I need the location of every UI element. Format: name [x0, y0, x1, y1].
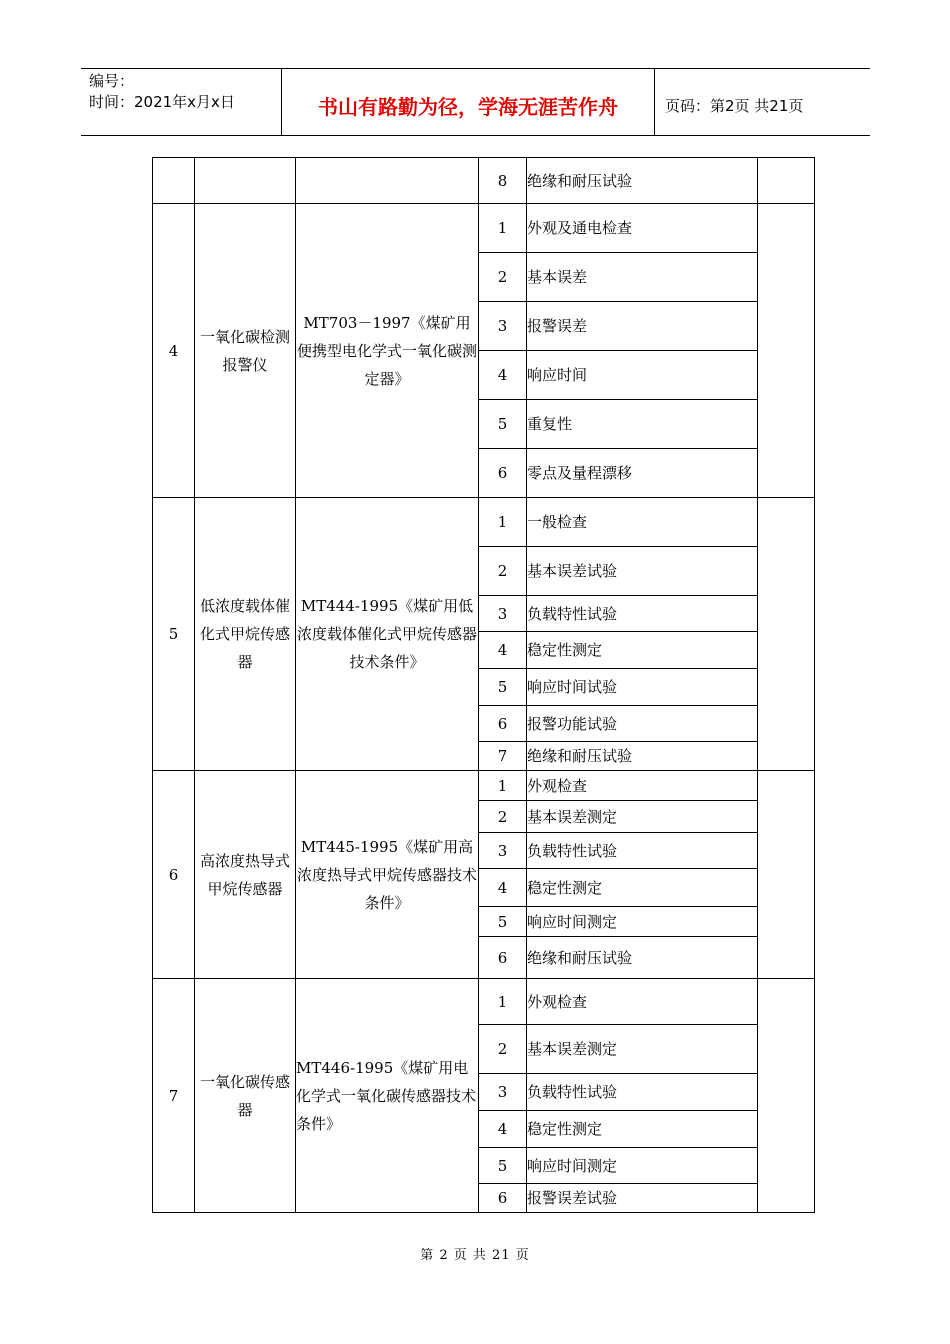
table-cell: [758, 771, 815, 979]
standard-ref: MT446-1995《煤矿用电化学式一氧化碳传感器技术条件》: [296, 979, 479, 1213]
item-name: 响应时间测定: [527, 1148, 758, 1184]
item-sn: 1: [479, 979, 527, 1025]
item-sn: 1: [479, 204, 527, 253]
item-name: 稳定性测定: [527, 632, 758, 669]
item-name: 负载特性试验: [527, 596, 758, 632]
item-name: 稳定性测定: [527, 869, 758, 907]
item-name: 响应时间试验: [527, 669, 758, 706]
item-name: 一般检查: [527, 498, 758, 547]
item-sn: 5: [479, 1148, 527, 1184]
device-name: 低浓度载体催化式甲烷传感器: [195, 498, 296, 771]
item-name: 报警误差: [527, 302, 758, 351]
table-cell: [758, 158, 815, 204]
item-sn: 4: [479, 632, 527, 669]
item-sn: 4: [479, 351, 527, 400]
item-sn: 6: [479, 449, 527, 498]
table-row: [153, 498, 815, 547]
standard-ref: MT444-1995《煤矿用低浓度载体催化式甲烷传感器技术条件》: [296, 498, 479, 771]
item-name: 基本误差: [527, 253, 758, 302]
table-cell: [758, 498, 815, 771]
item-name: 外观检查: [527, 979, 758, 1025]
table-row: [153, 204, 815, 253]
table-row: [153, 158, 815, 204]
item-name: 重复性: [527, 400, 758, 449]
header-meta: [81, 69, 281, 135]
table-cell: [758, 204, 815, 498]
table-cell: [195, 158, 296, 204]
item-sn: 1: [479, 771, 527, 801]
table-cell: [296, 158, 479, 204]
item-name: 报警误差试验: [527, 1184, 758, 1213]
page-header: [81, 68, 870, 136]
inspection-table: [152, 157, 815, 1213]
standard-ref: MT445-1995《煤矿用高浓度热导式甲烷传感器技术条件》: [296, 771, 479, 979]
group-no: 6: [153, 771, 195, 979]
item-name: 报警功能试验: [527, 706, 758, 742]
item-sn: 6: [479, 937, 527, 979]
table-row: [153, 979, 815, 1025]
item-sn: 2: [479, 547, 527, 596]
table-cell: [153, 158, 195, 204]
item-name: 基本误差测定: [527, 1025, 758, 1074]
item-sn: 5: [479, 669, 527, 706]
device-name: 一氧化碳检测报警仪: [195, 204, 296, 498]
item-sn: 5: [479, 907, 527, 937]
item-sn: 6: [479, 1184, 527, 1213]
item-sn: 1: [479, 498, 527, 547]
group-no: 5: [153, 498, 195, 771]
device-name: 一氧化碳传感器: [195, 979, 296, 1213]
header-motto: 书山有路勤为径，学海无涯苦作舟: [318, 94, 618, 119]
item-sn: 4: [479, 1111, 527, 1148]
table-cell: [758, 979, 815, 1213]
item-name: 基本误差试验: [527, 547, 758, 596]
item-name: 外观及通电检查: [527, 204, 758, 253]
item-sn: 3: [479, 596, 527, 632]
item-sn: 3: [479, 1074, 527, 1111]
item-name: 外观检查: [527, 771, 758, 801]
date-label: 时间：2021年x月x日: [89, 93, 235, 111]
item-sn: 2: [479, 1025, 527, 1074]
item-name: 零点及量程漂移: [527, 449, 758, 498]
item-sn: 2: [479, 801, 527, 833]
group-no: 7: [153, 979, 195, 1213]
item-name: 负载特性试验: [527, 1074, 758, 1111]
item-name: 负载特性试验: [527, 833, 758, 869]
item-name: 绝缘和耐压试验: [527, 742, 758, 771]
item-sn: 3: [479, 833, 527, 869]
standard-ref: MT703－1997《煤矿用便携型电化学式一氧化碳测定器》: [296, 204, 479, 498]
item-name: 稳定性测定: [527, 1111, 758, 1148]
item-name: 绝缘和耐压试验: [527, 158, 758, 204]
code-label: 编号：: [89, 72, 135, 90]
item-sn: 6: [479, 706, 527, 742]
item-name: 响应时间: [527, 351, 758, 400]
page-footer: 第 2 页 共 21 页: [420, 1248, 530, 1263]
item-sn: 8: [479, 158, 527, 204]
item-sn: 4: [479, 869, 527, 907]
item-sn: 2: [479, 253, 527, 302]
table-row: [153, 771, 815, 801]
item-sn: 3: [479, 302, 527, 351]
device-name: 高浓度热导式甲烷传感器: [195, 771, 296, 979]
item-sn: 5: [479, 400, 527, 449]
item-name: 基本误差测定: [527, 801, 758, 833]
group-no: 4: [153, 204, 195, 498]
item-name: 响应时间测定: [527, 907, 758, 937]
header-page-info: 页码：第2页 共21页: [665, 96, 804, 115]
item-name: 绝缘和耐压试验: [527, 937, 758, 979]
item-sn: 7: [479, 742, 527, 771]
